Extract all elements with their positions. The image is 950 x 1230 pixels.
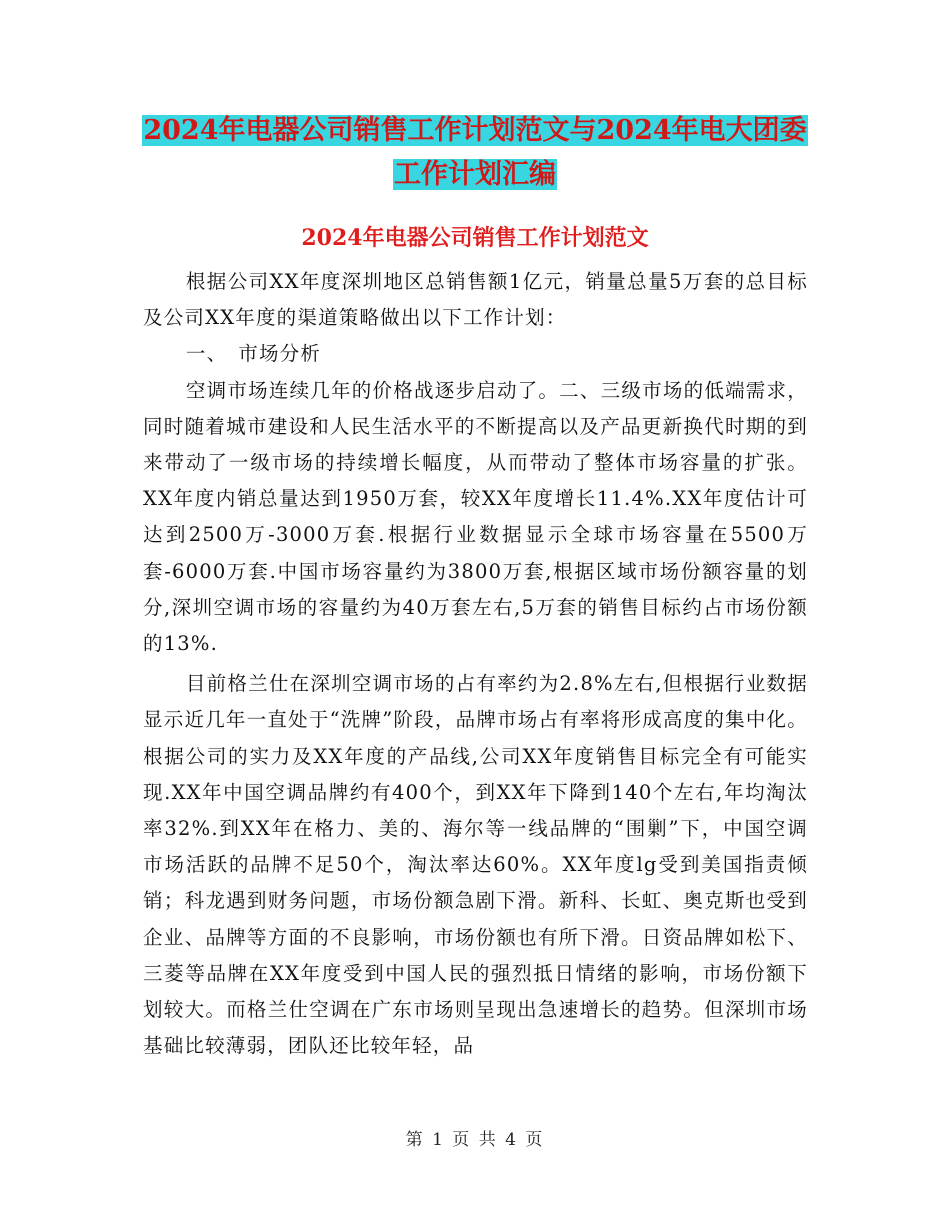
heading-market-analysis: 一、 市场分析	[185, 342, 322, 366]
paragraph-intro: 根据公司XX年度深圳地区总销售额1亿元，销量总量5万套的总目标及公司XX年度的渠道策略做出以下工作计划：	[143, 270, 808, 330]
document-body	[143, 264, 808, 1064]
document-title-line-1	[100, 109, 850, 153]
document-title-highlight-2: 工作计划汇编	[394, 159, 556, 190]
page-footer: 第 1 页 共 4 页	[405, 1130, 545, 1150]
paragraph-brand-status: 目前格兰仕在深圳空调市场的占有率约为2.8%左右,但根据行业数据显示近几年一直处于“洗牌”阶段，品牌市场占有率将形成高度的集中化。根据公司的实力及XX年度的产品线,公司XX年度销售目标完全有可能实现.XX年中国空调品牌约有400个，到XX年下降到140个左右,年均淘汰率32%.到XX年在格力、美的、海尔等一线品牌的“围剿”下，中国空调市场活跃的品牌不足50个，淘汰率达60%。XX年度lg受到美国指责倾销；科龙遇到财务问题，市场份额急剧下滑。新科、长虹、奥克斯也受到企业、品牌等方面的不良影响，市场份额也有所下滑。日资品牌如松下、三菱等品牌在XX年度受到中国人民的强烈抵日情绪的影响，市场份额下划较大。而格兰仕空调在广东市场则呈现出急速增长的趋势。但深圳市场基础比较薄弱，团队还比较年轻，品	[143, 672, 808, 1058]
paragraph-market-overview: 空调市场连续几年的价格战逐步启动了。二、三级市场的低端需求，同时随着城市建设和人民生活水平的不断提高以及产品更新换代时期的到来带动了一级市场的持续增长幅度，从而带动了整体市场容量的扩张。XX年度内销总量达到1950万套，较XX年度增长11.4%.XX年度估计可达到2500万-3000万套.根据行业数据显示全球市场容量在5500万套-6000万套.中国市场容量约为3800万套,根据区域市场份额容量的划分,深圳空调市场的容量约为40万套左右,5万套的销售目标约占市场份额的13%.	[143, 378, 808, 656]
section-title: 2024年电器公司销售工作计划范文	[301, 225, 649, 251]
document-title-line-2	[100, 153, 850, 197]
document-title-highlight-1: 2024年电器公司销售工作计划范文与2024年电大团委	[143, 115, 807, 146]
